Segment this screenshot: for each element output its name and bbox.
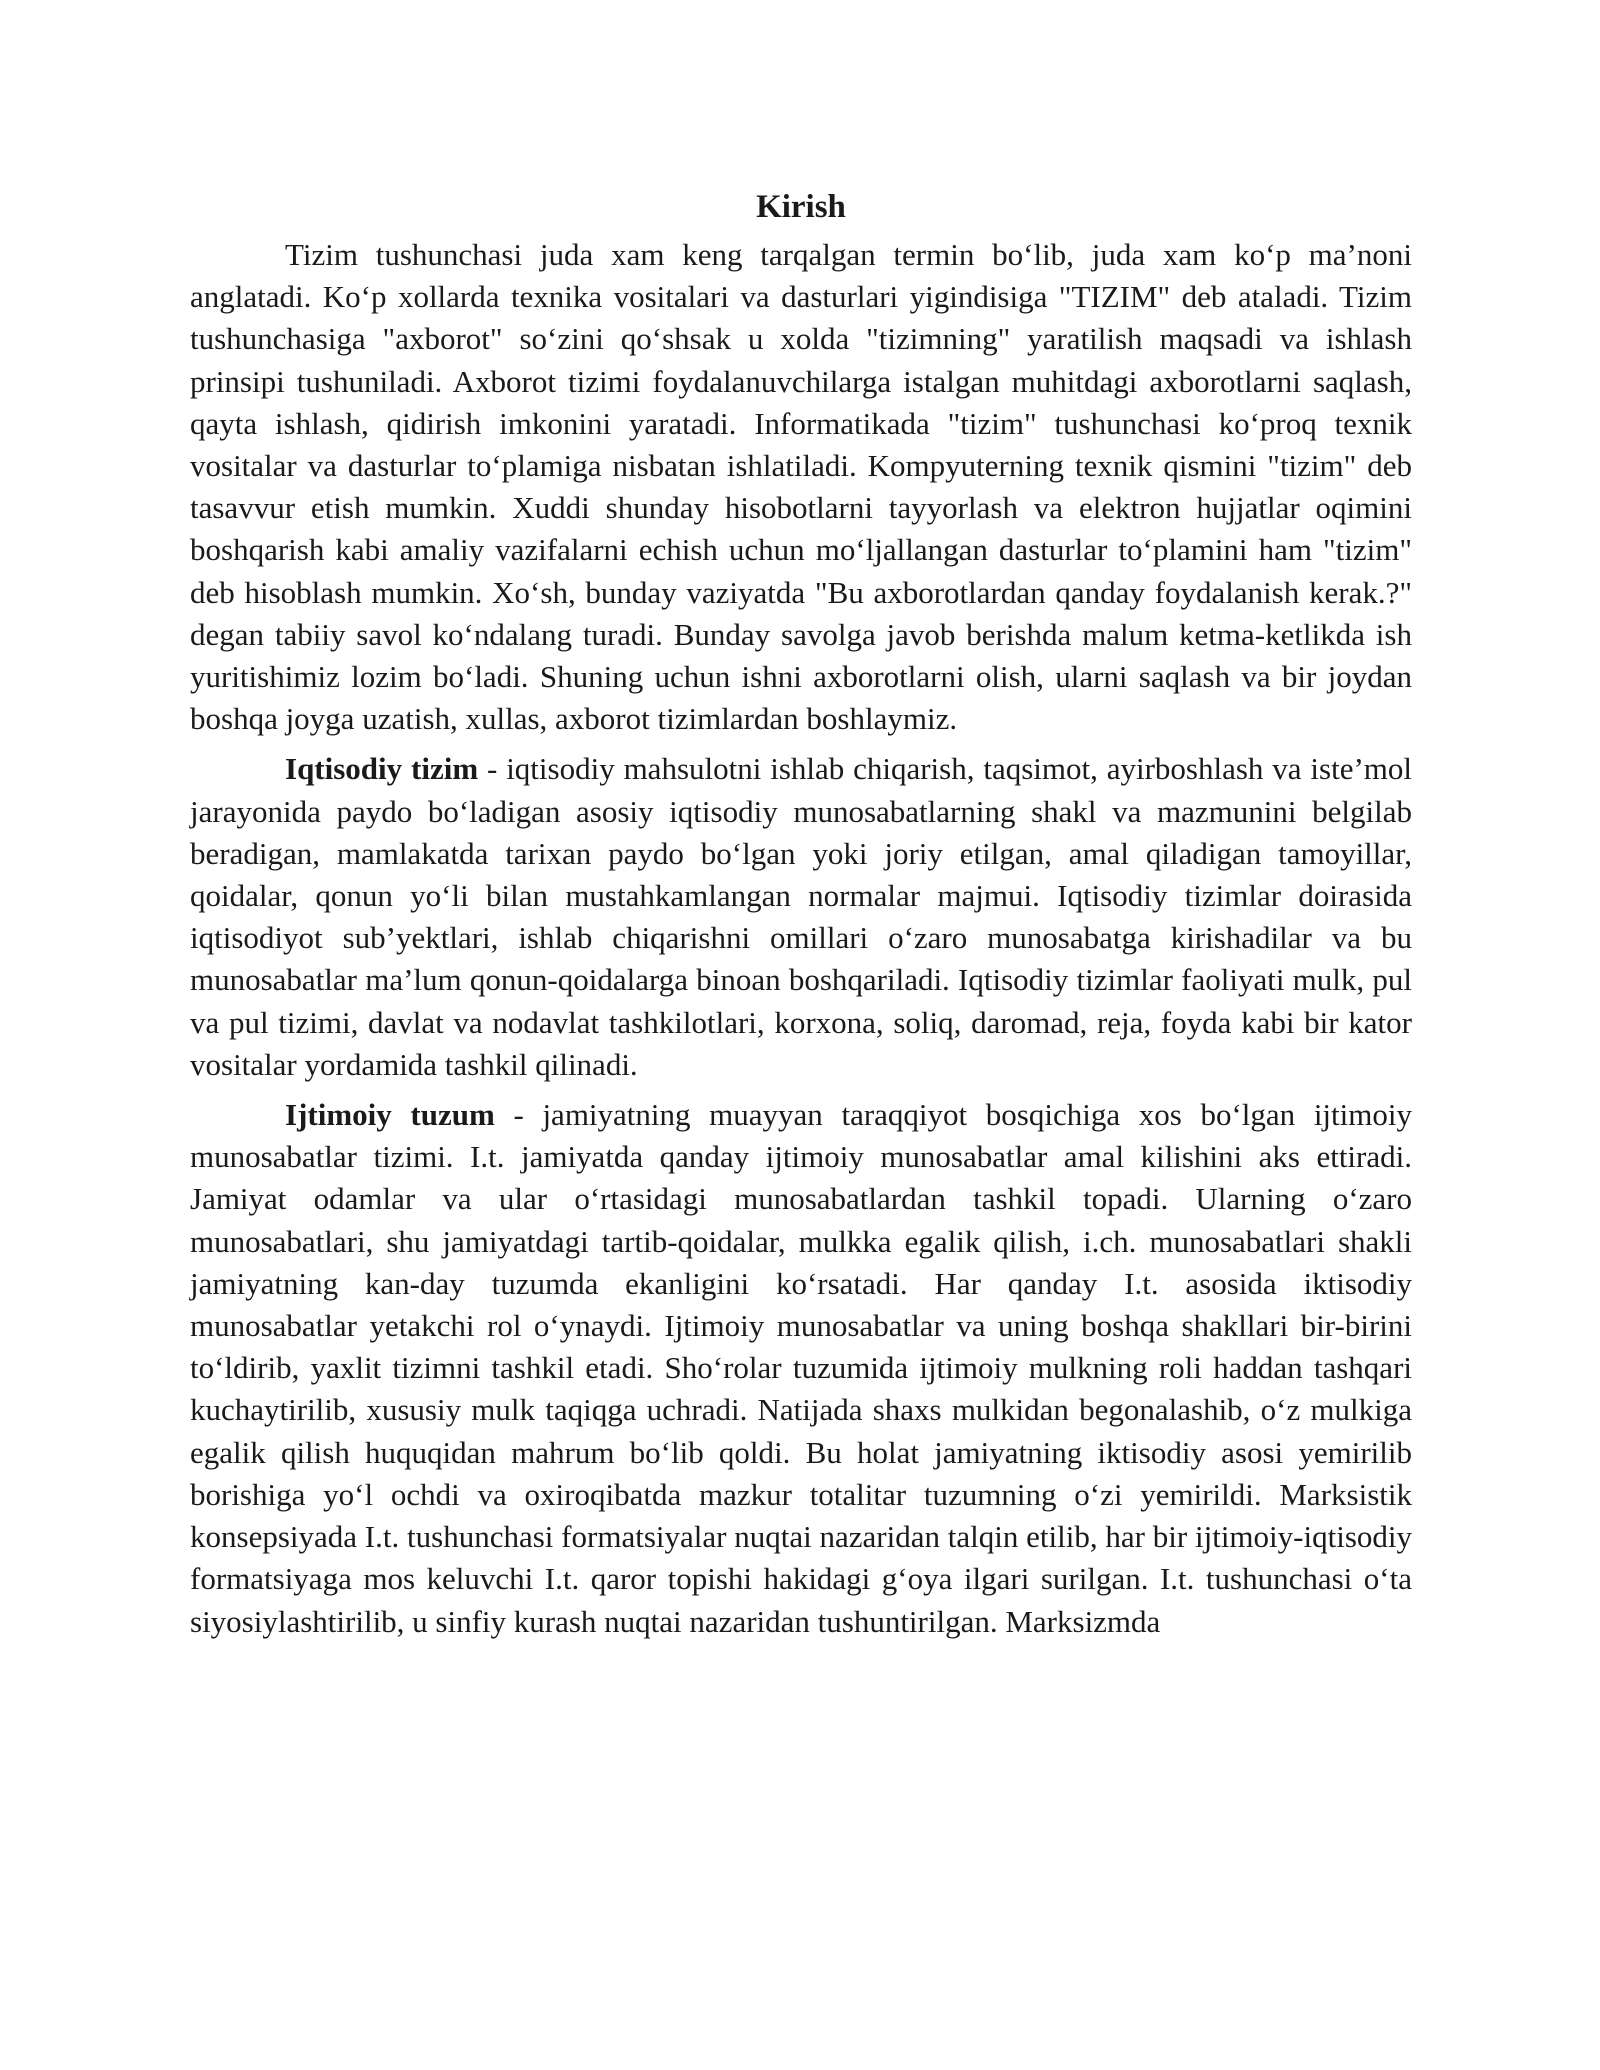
paragraph-iqtisodiy-tizim	[190, 748, 1412, 1086]
paragraph-intro	[190, 234, 1412, 740]
page-title: Kirish	[756, 189, 846, 225]
paragraph-text: Tizim tushunchasi juda xam keng tarqalgan termin bo‘lib, juda xam ko‘p ma’noni anglatadi. Ko‘p xollarda texnika vositalari va dasturlari yigindisiga "TIZIM" deb ataladi. Tizim tushunchasiga "axborot" so‘zini qo‘shsak u xolda "tizimning" yaratilish maqsadi va ishlash prinsipi tushuniladi. Axborot tizimi foydalanuvchilarga istalgan muhitdagi axborotlarni saqlash, qayta ishlash, qidirish imkonini yaratadi. Informatikada "tizim" tushunchasi ko‘proq texnik vositalar va dasturlar to‘plamiga nisbatan ishlatiladi. Kompyuterning texnik qismini "tizim" deb tasavvur etish mumkin. Xuddi shunday hisobotlarni tayyorlash va elektron hujjatlar oqimini boshqarish kabi amaliy vazifalarni echish uchun mo‘ljallangan dasturlar to‘plamini ham "tizim" deb hisoblash mumkin. Xo‘sh, bunday vaziyatda "Bu axborotlardan qanday foydalanish kerak.?" degan tabiiy savol ko‘ndalang turadi. Bunday savolga javob berishda malum ketma-ketlikda ish yuritishimiz lozim bo‘ladi. Shuning uchun ishni axborotlarni olish, ularni saqlash va bir joydan boshqa joyga uzatish, xullas, axborot tizimlardan boshlaymiz.	[190, 237, 1412, 737]
term-heading: Iqtisodiy tizim	[285, 751, 479, 787]
document-page	[190, 186, 1412, 1651]
paragraph-text: - iqtisodiy mahsulotni ishlab chiqarish, taqsimot, ayirboshlash va iste’mol jarayonida paydo bo‘ladigan asosiy iqtisodiy munosabatlarning shakl va mazmunini belgilab beradigan, mamlakatda tarixan paydo bo‘lgan yoki joriy etilgan, amal qiladigan tamoyillar, qoidalar, qonun yo‘li bilan mustahkamlangan normalar majmui. Iqtisodiy tizimlar doirasida iqtisodiyot sub’yektlari, ishlab chiqarishni omillari o‘zaro munosabatga kirishadilar va bu munosabatlar ma’lum qonun-qoidalarga binoan boshqariladi. Iqtisodiy tizimlar faoliyati mulk, pul va pul tizimi, davlat va nodavlat tashkilotlari, korxona, soliq, daromad, reja, foyda kabi bir kator vositalar yordamida tashkil qilinadi.	[190, 751, 1412, 1082]
paragraph-text: - jamiyatning muayyan taraqqiyot bosqichiga xos bo‘lgan ijtimoiy munosabatlar tizimi. I.t. jamiyatda qanday ijtimoiy munosabatlar amal kilishini aks ettiradi. Jamiyat odamlar va ular o‘rtasidagi munosabatlardan tashkil topadi. Ularning o‘zaro munosabatlari, shu jamiyatdagi tartib-qoidalar, mulkka egalik qilish, i.ch. munosabatlari shakli jamiyatning kan-day tuzumda ekanligini ko‘rsatadi. Har qanday I.t. asosida iktisodiy munosabatlar yetakchi rol o‘ynaydi. Ijtimoiy munosabatlar va uning boshqa shakllari bir-birini to‘ldirib, yaxlit tizimni tashkil etadi. Sho‘rolar tuzumida ijtimoiy mulkning roli haddan tashqari kuchaytirilib, xususiy mulk taqiqga uchradi. Natijada shaxs mulkidan begonalashib, o‘z mulkiga egalik qilish huquqidan mahrum bo‘lib qoldi. Bu holat jamiyatning iktisodiy asosi yemirilib borishiga yo‘l ochdi va oxiroqibatda mazkur totalitar tuzumning o‘zi yemirildi. Marksistik konsepsiyada I.t. tushunchasi formatsiyalar nuqtai nazaridan talqin etilib, har bir ijtimoiy-iqtisodiy formatsiyaga mos keluvchi I.t. qaror topishi hakidagi g‘oya ilgari surilgan. I.t. tushunchasi o‘ta siyosiylashtirilib, u sinfiy kurash nuqtai nazaridan tushuntirilgan. Marksizmda	[190, 1097, 1412, 1639]
term-heading: Ijtimoiy tuzum	[285, 1097, 495, 1133]
paragraph-ijtimoiy-tuzum	[190, 1094, 1412, 1643]
